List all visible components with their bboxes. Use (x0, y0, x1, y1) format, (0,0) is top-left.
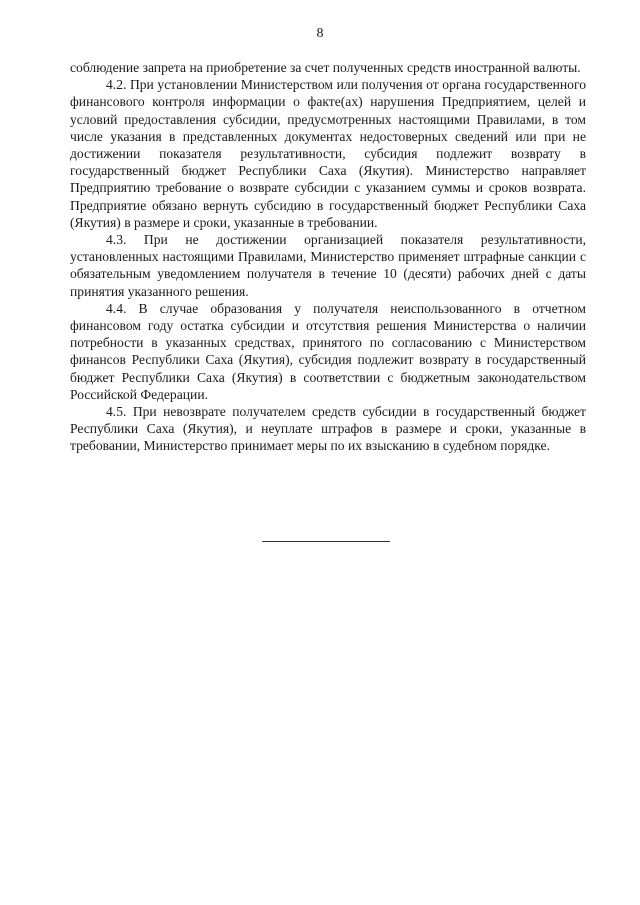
page-number: 8 (316, 26, 324, 41)
paragraph-4-4: 4.4. В случае образования у получателя неиспользованного в отчетном финансовом году остатка субсидии и отсутствия решения Министерства о наличии потребности в указанных средствах, принятого по согласованию с Министерством финансов Республики Саха (Якутия), субсидия подлежит возврату в государственный бюджет Республики Саха (Якутия) в соответствии с бюджетным законодательством Российской Федерации. (70, 300, 586, 402)
paragraph-4-3: 4.3. При не достижении организацией показателя результативности, установленных настоящими Правилами, Министерство применяет штрафные санкции с обязательным уведомлением получателя в течение 10 (десяти) рабочих дней с даты принятия указанного решения. (70, 232, 586, 299)
paragraph-4-2: 4.2. При установлении Министерством или получения от органа государственного финансового контроля информации о факте(ах) нарушения Предприятием, целей и условий предоставления субсидии, предусмотренных настоящими Правилами, в том числе указания в представленных документах недостоверных сведений или при не достижении показателя результативности, субсидия подлежит возврату в государственный бюджет Республики Саха (Якутия). Министерство направляет Предприятию требование о возврате субсидии с указанием суммы и сроков возврата. Предприятие обязано вернуть субсидию в государственный бюджет Республики Саха (Якутия) в размере и сроки, указанные в требовании. (70, 77, 586, 230)
document-body (70, 59, 586, 455)
paragraph-4-5: 4.5. При невозврате получателем средств субсидии в государственный бюджет Республики Саха (Якутия), и неуплате штрафов в размере и сроки, указанные в требовании, Министерство принимает меры по их взысканию в судебном порядке. (70, 404, 586, 454)
paragraph-continuation: соблюдение запрета на приобретение за счет полученных средств иностранной валюты. (70, 60, 581, 75)
end-separator-line (262, 541, 390, 542)
